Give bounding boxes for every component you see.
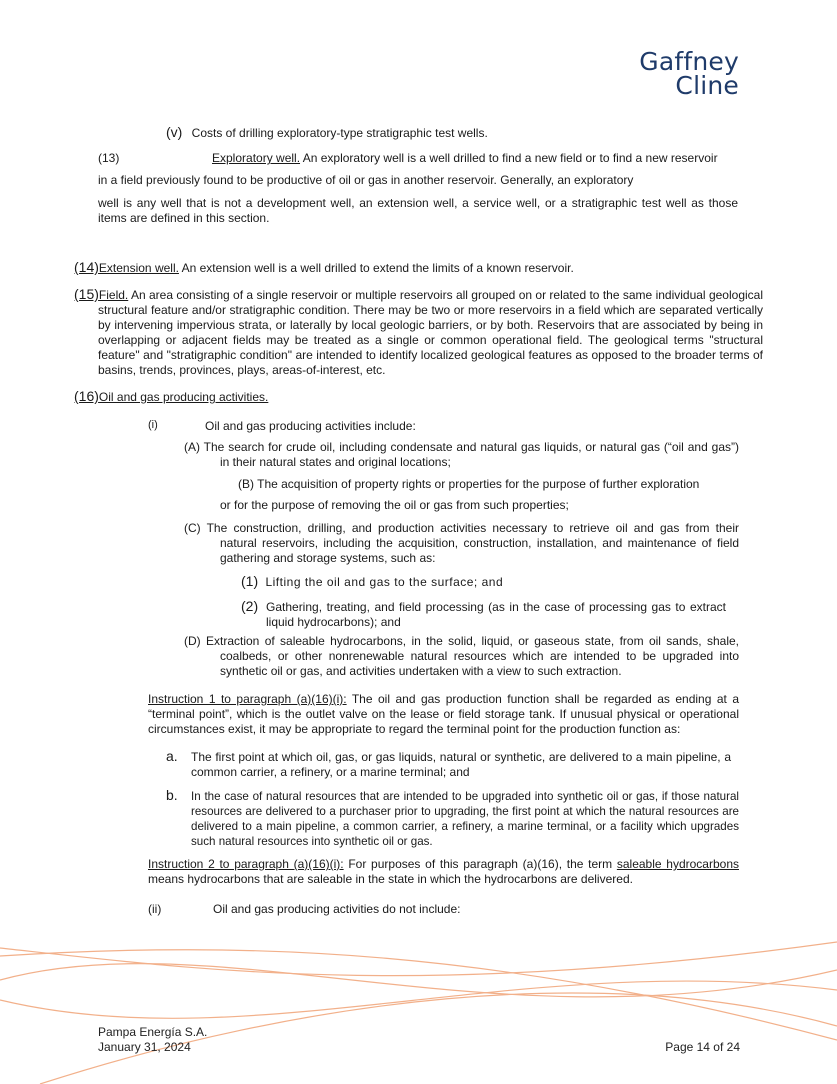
instruction-1-title: Instruction 1 to paragraph (a)(16)(i):	[148, 692, 347, 706]
logo-line-2: Cline	[675, 71, 739, 100]
footer-company: Pampa Energía S.A.	[98, 1025, 208, 1039]
instruction-2-end: means hydrocarbons that are saleable in the state in which the hydrocarbons are delivered.	[148, 872, 633, 886]
sec13-line3: well is any well that is not a development well, an extension well, a service well, or a stratigraphic test well as those items are defined in this section.	[98, 196, 738, 225]
logo-line-1: Gaffney	[639, 47, 739, 76]
sec16-i-text: Oil and gas producing activities include:	[205, 419, 416, 433]
sec13-line2: in a field previously found to be productive of oil or gas in another reservoir. Generally, an exploratory	[98, 173, 634, 187]
item-a-label: a.	[166, 748, 178, 764]
sec14-number: (14)	[74, 259, 99, 275]
decorative-wave-lines	[0, 930, 837, 1084]
sec16-i-number: (i)	[148, 419, 158, 431]
instruction-2-title: Instruction 2 to paragraph (a)(16)(i):	[148, 857, 344, 871]
sec16-number: (16)	[74, 388, 99, 404]
item-B-line2: or for the purpose of removing the oil or gas from such properties;	[220, 498, 569, 512]
sec15-text: An area consisting of a single reservoir or multiple reservoirs all grouped on or related to the same individual geological structural feature and/or stratigraphic condition. There may be two or more reservoirs in a field which are separated vertically by intervening impervious strata, or laterally by local geologic barriers, or by both. Reservoirs that are associated by being in overlapping or adjacent fields may be treated as a single or common operational field. The geological terms "structural feature" and "stratigraphic condition" are intended to identify localized geological features as opposed to the broader terms of basins, trends, provinces, plays, areas-of-interest, etc.	[98, 288, 763, 377]
item-C1-text: Lifting the oil and gas to the surface; and	[265, 575, 504, 589]
instruction-1-text: The oil and gas production function shall be regarded as ending at a “terminal point”, which is the outlet valve on the lease or field storage tank. If unusual physical or operational circumstances exist, it may be appropriate to regard the terminal point for the production function as:	[148, 692, 739, 736]
sec13-line1: An exploratory well is a well drilled to find a new field or to find a new reservoir	[300, 151, 718, 165]
item-B-line1: (B) The acquisition of property rights or properties for the purpose of further exploration	[238, 477, 700, 491]
item-C2-text: Gathering, treating, and field processing (as in the case of processing gas to extract liquid hydrocarbons); and	[266, 600, 726, 629]
footer-page-number: Page 14 of 24	[665, 1040, 740, 1054]
item-v-text: Costs of drilling exploratory-type stratigraphic test wells.	[191, 126, 488, 140]
item-D: (D) Extraction of saleable hydrocarbons, in the solid, liquid, or gaseous state, from oil sands, shale, coalbeds, or other nonrenewable natural resources which are intended to be upgraded into synthetic oil or gas, and activities undertaken with a view to such extraction.	[184, 634, 739, 678]
wave-line-1	[0, 942, 837, 976]
item-A: (A) The search for crude oil, including condensate and natural gas liquids, or natural gas (“oil and gas”) in their natural states and original locations;	[184, 440, 739, 469]
sec16-term: Oil and gas producing activities.	[98, 390, 269, 404]
instruction-2-term: saleable hydrocarbons	[616, 857, 739, 871]
sec15	[74, 287, 763, 378]
sec13-first-line	[212, 151, 718, 165]
sec14-term: Extension well.	[98, 261, 179, 275]
item-v	[166, 124, 488, 140]
footer-date: January 31, 2024	[98, 1040, 191, 1054]
instruction-2-mid: For purposes of this paragraph (a)(16), the term	[343, 857, 617, 871]
sec13-number: (13)	[98, 151, 120, 165]
sec15-number: (15)	[74, 286, 99, 302]
sec16-heading	[74, 388, 268, 404]
sec13-term: Exploratory well.	[212, 151, 301, 165]
item-C2-number: (2)	[241, 598, 259, 614]
item-b-label: b.	[166, 787, 178, 803]
sec15-term: Field.	[98, 288, 129, 302]
item-C1-number: (1)	[241, 573, 259, 589]
gaffney-cline-logo	[639, 47, 739, 100]
item-C1	[241, 573, 503, 589]
instruction-2	[148, 857, 739, 887]
sec14	[74, 259, 574, 275]
sec16-ii-text: Oil and gas producing activities do not include:	[213, 902, 461, 916]
item-C: (C) The construction, drilling, and production activities necessary to retrieve oil and gas from their natural reservoirs, including the acquisition, construction, installation, and maintenance of field gathering and storage systems, such as:	[184, 521, 739, 565]
footer-left	[98, 1025, 207, 1055]
wave-line-3	[0, 964, 837, 997]
sec14-text: An extension well is a well drilled to extend the limits of a known reservoir.	[178, 261, 574, 275]
item-v-number: (v)	[166, 124, 183, 140]
item-b-text: In the case of natural resources that are intended to be upgraded into synthetic oil or gas, if those natural resources are delivered to a purchaser prior to upgrading, the first point at which the natural resources are delivered to a main pipeline, a common carrier, a refinery, a marine terminal, or a facility which upgrades such natural resources into synthetic oil or gas.	[191, 790, 739, 848]
sec16-ii-number: (ii)	[148, 902, 162, 916]
instruction-1	[148, 692, 739, 737]
item-a-text: The first point at which oil, gas, or gas liquids, natural or synthetic, are delivered to a main pipeline, a common carrier, a refinery, or a marine terminal; and	[191, 750, 731, 779]
